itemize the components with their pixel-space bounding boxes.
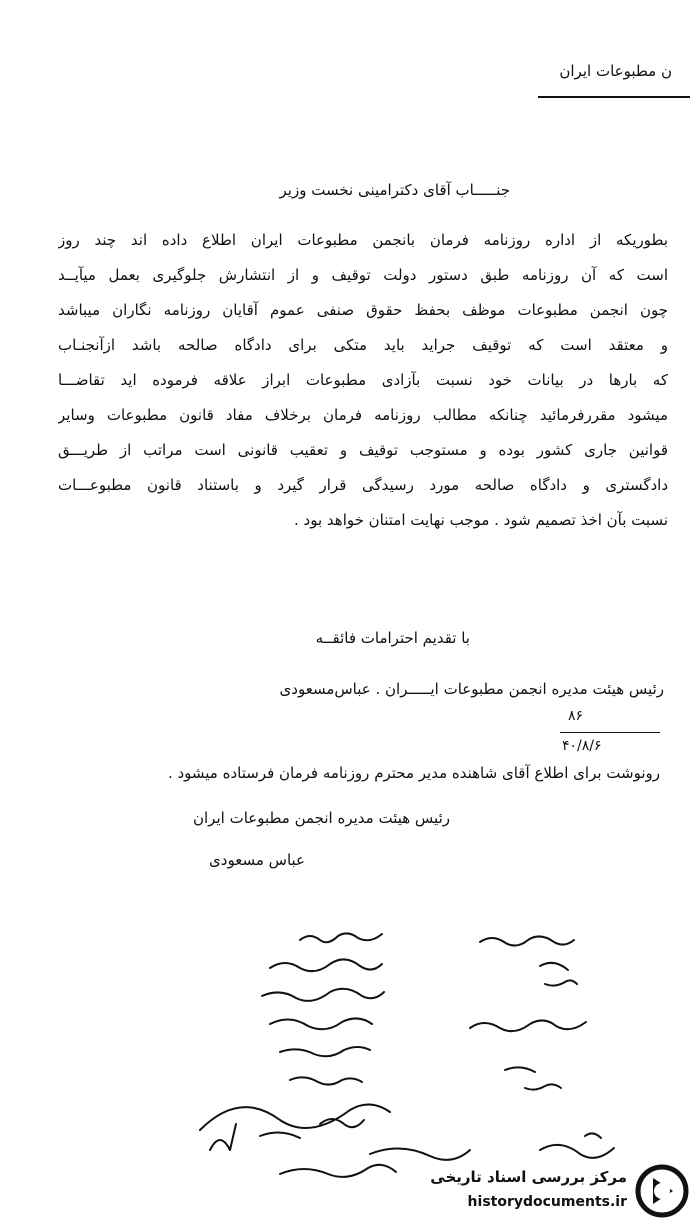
- letterhead-rule: [538, 96, 690, 98]
- body-line: قوانین جاری کشور بوده و مستوجب توقیف و تعقیب قانونی است مراتب از طریـــق: [58, 441, 668, 459]
- body-line: چون انجمن مطبوعات موظف بحفظ حقوق صنفی عموم آقایان روزنامه نگاران میباشد: [58, 301, 668, 319]
- body-line: دادگستری و دادگاه صالحه مورد رسیدگی قرار گیرد و باستناد قانون مطبوعـــات: [58, 476, 668, 494]
- body-line: است که آن روزنامه طبق دستور دولت توقیف و از انتشارش جلوگیری بعمل میآیــد: [58, 266, 668, 284]
- reference-rule: [560, 732, 660, 733]
- closing-respect: با تقدیم احترامات فائقــه: [315, 629, 470, 647]
- copy-signature-name: عباس مسعودی: [209, 851, 305, 869]
- reference-date: ۴۰/۸/۶: [562, 738, 602, 754]
- signature-line: رئیس هیئت مدیره انجمن مطبوعات ایـــــران . عباس‌مسعودی: [279, 680, 664, 698]
- letter-title: جنـــــاب آقای دکترامینی نخست وزیر: [279, 181, 510, 199]
- watermark-text: مرکز بررسی اسناد تاریخی: [430, 1168, 627, 1186]
- letterhead-org-name: ن مطبوعات ایران: [559, 62, 672, 80]
- archive-watermark: [395, 1160, 695, 1220]
- body-line: و معتقد است که توقیف جراید باید متکی برای دادگاه صالحه باشد ازآنجنـاب: [58, 336, 668, 354]
- body-line: میشود مقررفرمائید چنانکه مطالب روزنامه فرمان برخلاف مفاد قانون مطبوعات وسایر: [58, 406, 668, 424]
- body-line: که بارها در بیانات خود نسبت بآزادی مطبوعات ابراز علاقه فرموده اید تقاضـــا: [58, 371, 668, 389]
- copy-signature-title: رئیس هیئت مدیره انجمن مطبوعات ایران: [193, 809, 450, 827]
- body-line: بطوریکه از اداره روزنامه فرمان بانجمن مطبوعات ایران اطلاع داده اند چند روز: [58, 231, 668, 249]
- letter-body: [58, 230, 668, 531]
- archive-logo-icon: [635, 1164, 689, 1218]
- watermark-url: historydocuments.ir: [467, 1194, 627, 1210]
- copy-note: رونوشت برای اطلاع آقای شاهنده مدیر محترم روزنامه فرمان فرستاده میشود .: [167, 764, 660, 782]
- body-line: نسبت بآن اخذ تصمیم شود . موجب نهایت امتنان خواهد بود .: [294, 511, 668, 529]
- reference-number: ۸۶: [568, 708, 584, 724]
